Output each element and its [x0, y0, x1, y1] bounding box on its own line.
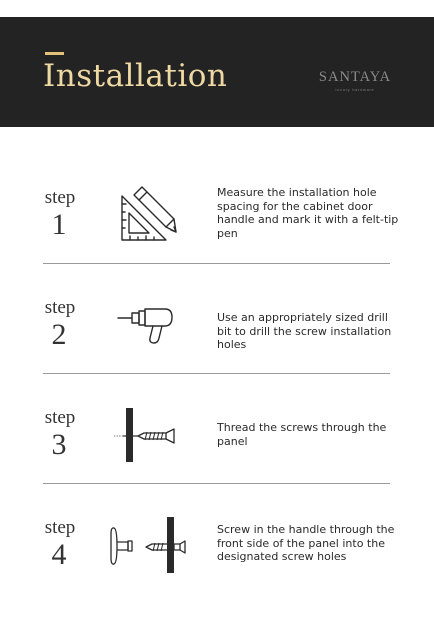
step-description: Use an appropriately sized drill bit to drill the screw installation holes: [217, 311, 392, 351]
top-margin: [0, 0, 434, 17]
brand-logo: [318, 70, 392, 92]
page-title: Installation: [43, 58, 228, 94]
step-label: step: [44, 517, 76, 538]
step-4: [0, 500, 434, 610]
step-number: 3: [51, 428, 67, 461]
drill-icon: [108, 292, 190, 358]
step-label: step: [44, 407, 76, 428]
step-label: step: [44, 297, 76, 318]
step-label: step: [44, 187, 76, 208]
brand-tagline: luxury hardware: [335, 86, 375, 92]
accent-bar: [45, 52, 64, 55]
step-number: 1: [51, 208, 67, 241]
screw-through-panel-icon: [108, 402, 190, 468]
page-header: [0, 17, 434, 127]
step-description: Measure the installation hole spacing for the cabinet door handle and mark it with a felt-tip pen: [217, 186, 399, 240]
ruler-pencil-icon: [108, 182, 190, 248]
brand-name: SANTAYA: [318, 69, 392, 85]
step-description: Thread the screws through the panel: [217, 421, 387, 448]
knob-screw-panel-icon: [108, 512, 190, 578]
step-number: 2: [51, 318, 67, 351]
divider: [43, 263, 390, 264]
divider: [43, 373, 390, 374]
step-description: Screw in the handle through the front side of the panel into the designated screw holes: [217, 523, 395, 563]
step-number: 4: [51, 538, 67, 571]
divider: [43, 483, 390, 484]
